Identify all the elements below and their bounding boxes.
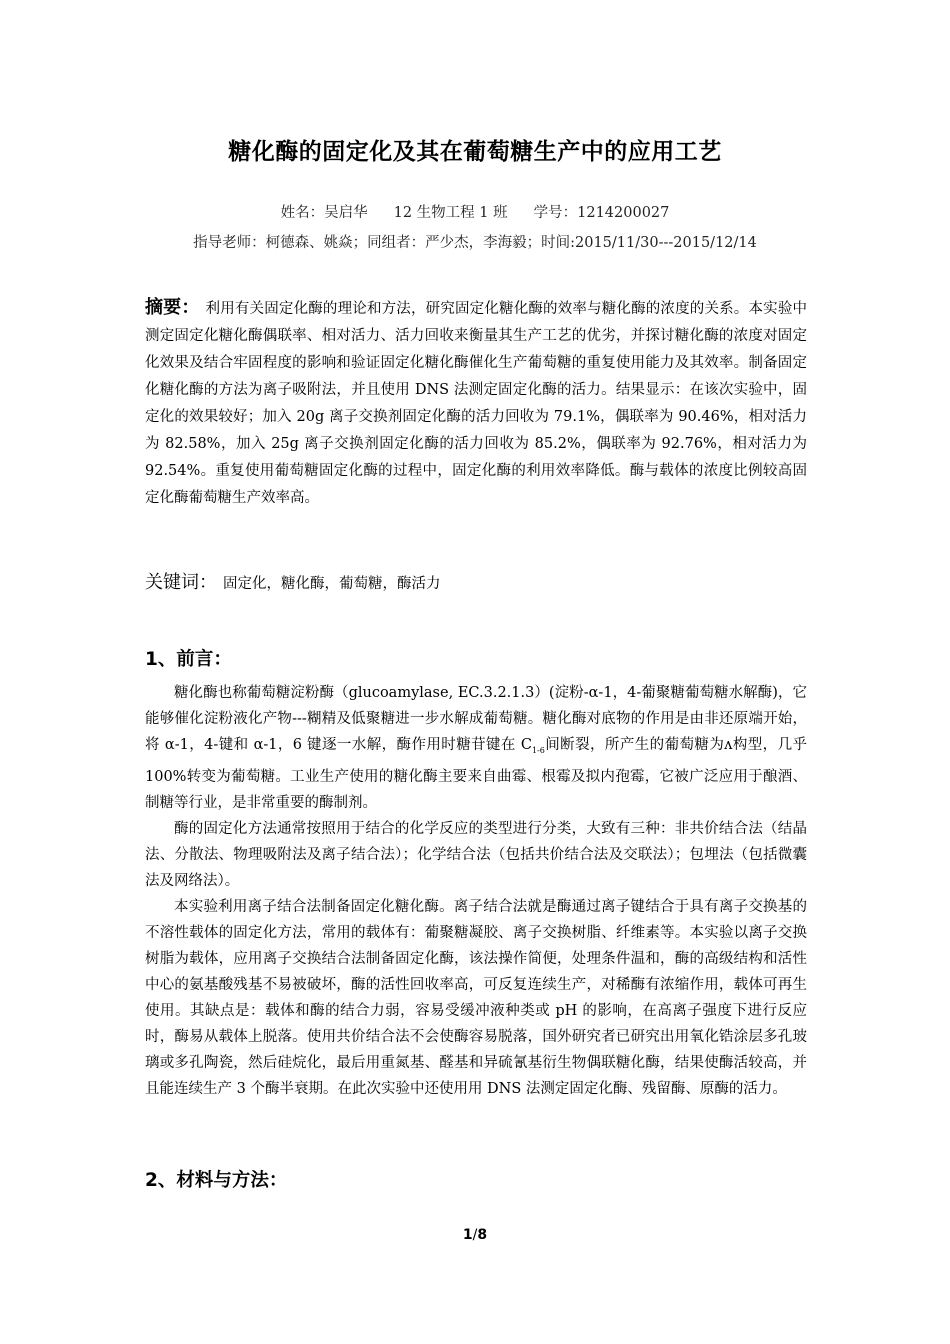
paper-title: 糖化酶的固定化及其在葡萄糖生产中的应用工艺 [228,139,722,165]
intro-paragraph-2: 酶的固定化方法通常按照用于结合的化学反应的类型进行分类，大致有三种：非共价结合法（结晶法、分散法、物理吸附法及离子结合法）；化学结合法（包括共价结合法及交联法）；包埋法（包括微囊法及网络法）。 [145,820,807,889]
intro-paragraph-3: 本实验利用离子结合法制备固定化糖化酶。离子结合法就是酶通过离子键结合于具有离子交换基的不溶性载体的固定化方法，常用的载体有：葡聚糖凝胶、离子交换树脂、纤维素等。本实验以离子交换树脂为载体，应用离子交换结合法制备固定化酶，该法操作简便，处理条件温和，酶的高级结构和活性中心的氨基酸残基不易被破坏，酶的活性回收率高，可反复连续生产，对稀酶有浓缩作用，载体可再生使用。其缺点是：载体和酶的结合力弱，容易受缓冲液种类或 pH 的影响，在高离子强度下进行反应时，酶易从载体上脱落。使用共价结合法不会使酶容易脱落，国外研究者已研究出用氧化锆涂层多孔玻璃或多孔陶瓷，然后硅烷化，最后用重氮基、醛基和异硫氰基衍生物偶联糖化酶，结果使酶活较高，并且能连续生产 3 个酶半衰期。在此次实验中还使用用 DNS 法测定固定化酶、残留酶、原酶的活力。 [145,898,807,1097]
advisor-line: 指导老师：柯德森、姚焱；同组者：严少杰，李海毅；时间:2015/11/30---2015/12/14 [193,235,757,251]
section-heading-methods: 2、材料与方法： [145,1170,288,1191]
abstract-text: 利用有关固定化酶的理论和方法，研究固定化糖化酶的效率与糖化酶的浓度的关系。本实验中测定固定化糖化酶偶联率、相对活力、活力回收来衡量其生产工艺的优劣，并探讨糖化酶的浓度对固定化效果及结合牢固程度的影响和验证固定化糖化酶催化生产葡萄糖的重复使用能力及其效率。制备固定化糖化酶的方法为离子吸附法，并且使用 DNS 法测定固定化酶的活力。结果显示：在该次实验中，固定化的效果较好；加入 20g 离子交换剂固定化酶的活力回收为 79.1%，偶联率为 90.46%，相对活力为 82.58%，加入 25g 离子交换剂固定化酶的活力回收为 85.2%，偶联率为 92.76%，相对活力为 92.54%。重复使用葡萄糖固定化酶的过程中，固定化酶的利用效率降低。酶与载体的浓度比例较高固定化酶葡萄糖生产效率高。 [145,301,808,506]
intro-p1-subscript: 1-6 [531,745,545,755]
abstract-label: 摘要： [145,297,200,318]
page-current: 1 [462,1227,473,1243]
keywords-label: 关键词： [145,572,217,593]
page-total: 8 [477,1227,488,1243]
page-number [0,1227,950,1243]
intro-p1-part-a: 糖化酶也称葡萄糖淀粉酶（glucoamylase, EC.3.2.1.3）(淀粉-α-1，4-葡聚糖葡萄糖水解酶)，它能够催化淀粉液化产物---糊精及低聚糖进一步水解成葡萄糖。糖化酶对底物的作用是由非还原端开始，将 α-1，4-键和 α-1，6 键逐一水解，酶作用时糖苷键在 C [145,685,807,753]
author-name: 姓名：吴启华 [280,205,368,221]
intro-body [145,680,807,1102]
keywords [145,568,441,594]
author-line [0,201,950,222]
section-heading-intro: 1、前言： [145,649,232,670]
intro-paragraph-1 [145,680,807,816]
abstract [145,294,807,512]
page-separator: / [472,1227,478,1243]
intro-p1-part-b: 间断裂，所产生的葡萄糖为ᴧ构型，几乎 100%转变为葡萄糖。工业生产使用的糖化酶主要来自曲霉、根霉及拟内孢霉，它被广泛应用于酿酒、制糖等行业，是非常重要的酶制剂。 [145,737,807,811]
student-id: 学号：1214200027 [533,205,670,221]
author-class: 12 生物工程 1 班 [393,205,508,221]
keywords-text: 固定化，糖化酶，葡萄糖，酶活力 [223,576,441,592]
